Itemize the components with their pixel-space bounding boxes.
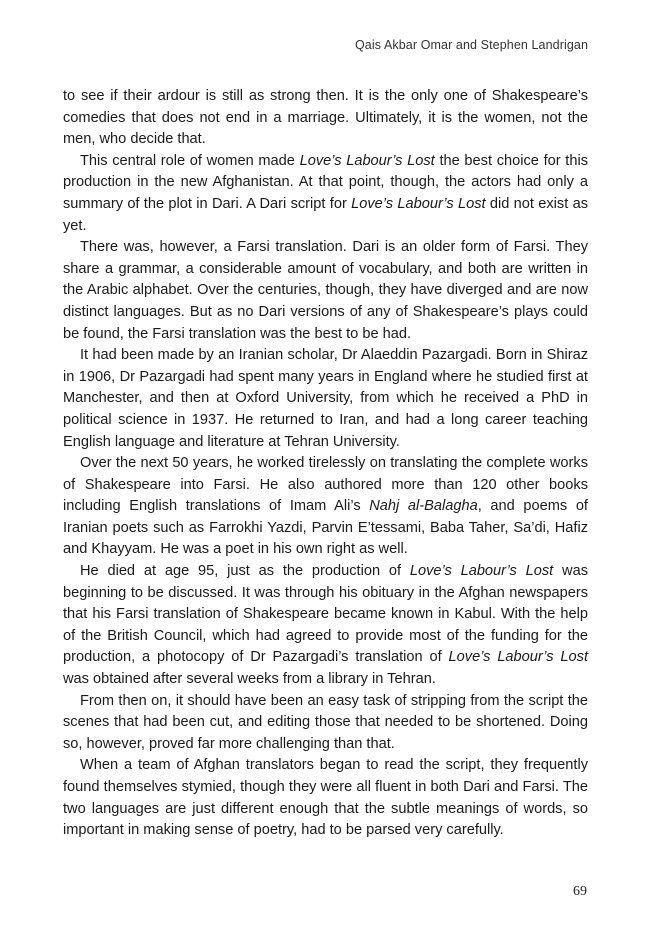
paragraph	[63, 151, 588, 237]
paragraph-text: It had been made by an Iranian scholar, Dr Alaeddin Pazargadi. Born in Shiraz in 1906, Dr Pazargadi had spent many years in England where he studied first at Manchester, and then at Oxford University, from which he received a PhD in political science in 1937. He returned to Iran, and had a long career teaching English language and literature at Tehran University.	[63, 347, 588, 450]
paragraph-text: Over the next 50 years, he worked tirelessly on translating the complete works of Shakespeare into Farsi. He also authored more than 120 other books including English translations of Imam Ali’s	[63, 455, 588, 515]
italic-title: Nahj al-Balagha	[369, 498, 478, 515]
italic-title: Love’s Labour’s Lost	[409, 563, 554, 580]
paragraph-text: There was, however, a Farsi translation. Dari is an older form of Farsi. They share a grammar, a considerable amount of vocabulary, and both are written in the Arabic alphabet. Over the centuries, though, they have diverged and are now distinct languages. But as no Dari versions of any of Shakespeare’s plays could be found, the Farsi translation was the best to be had.	[63, 239, 588, 342]
paragraph-text: From then on, it should have been an easy task of stripping from the script the scenes that had been cut, and editing those that needed to be shortened. Doing so, however, proved far more challenging than that.	[63, 692, 588, 752]
page-number: 69	[573, 884, 587, 899]
paragraph	[63, 86, 588, 151]
paragraph	[63, 453, 588, 561]
paragraph-text: , and poems of Iranian poets such as Farrokhi Yazdi, Parvin E’tessami, Baba Taher, Sa’di, Hafiz and Khayyam. He was a poet in his own right as well.	[63, 498, 588, 558]
italic-title: Love’s Labour’s Lost	[299, 152, 435, 169]
italic-title: Love’s Labour’s Lost	[351, 195, 486, 212]
paragraph-text: the best choice for this production in the new Afghanistan. At that point, though, the actors had only a summary of the plot in Dari. A Dari script for	[63, 152, 589, 212]
paragraph-text: This central role of women made	[80, 152, 300, 169]
paragraph-text: was beginning to be discussed. It was through his obituary in the Afghan newspapers that his Farsi translation of Shakespeare became known in Kabul. With the help of the British Council, which had agreed to provide most of the funding for the production, a photocopy of Dr Pazargadi’s translation of	[63, 563, 589, 666]
body-text	[63, 86, 588, 842]
paragraph-text: to see if their ardour is still as strong then. It is the only one of Shakespeare’s comedies that does not end in a marriage. Ultimately, it is the women, not the men, who decide that.	[63, 88, 588, 148]
paragraph	[63, 345, 588, 453]
italic-title: Love’s Labour’s Lost	[448, 649, 589, 666]
paragraph	[63, 561, 588, 691]
paragraph-text: He died at age 95, just as the production of	[80, 563, 410, 580]
paragraph	[63, 755, 588, 841]
paragraph	[63, 691, 588, 756]
paragraph-text: did not exist as yet.	[63, 195, 589, 234]
paragraph-text: When a team of Afghan translators began to read the script, they frequently found themselves stymied, though they were all fluent in both Dari and Farsi. The two languages are just different enough that the subtle meanings of words, so important in making sense of poetry, had to be parsed very carefully.	[63, 757, 588, 839]
running-head: Qais Akbar Omar and Stephen Landrigan	[354, 38, 588, 52]
paragraph	[63, 237, 588, 345]
paragraph-text: was obtained after several weeks from a library in Tehran.	[63, 671, 436, 688]
